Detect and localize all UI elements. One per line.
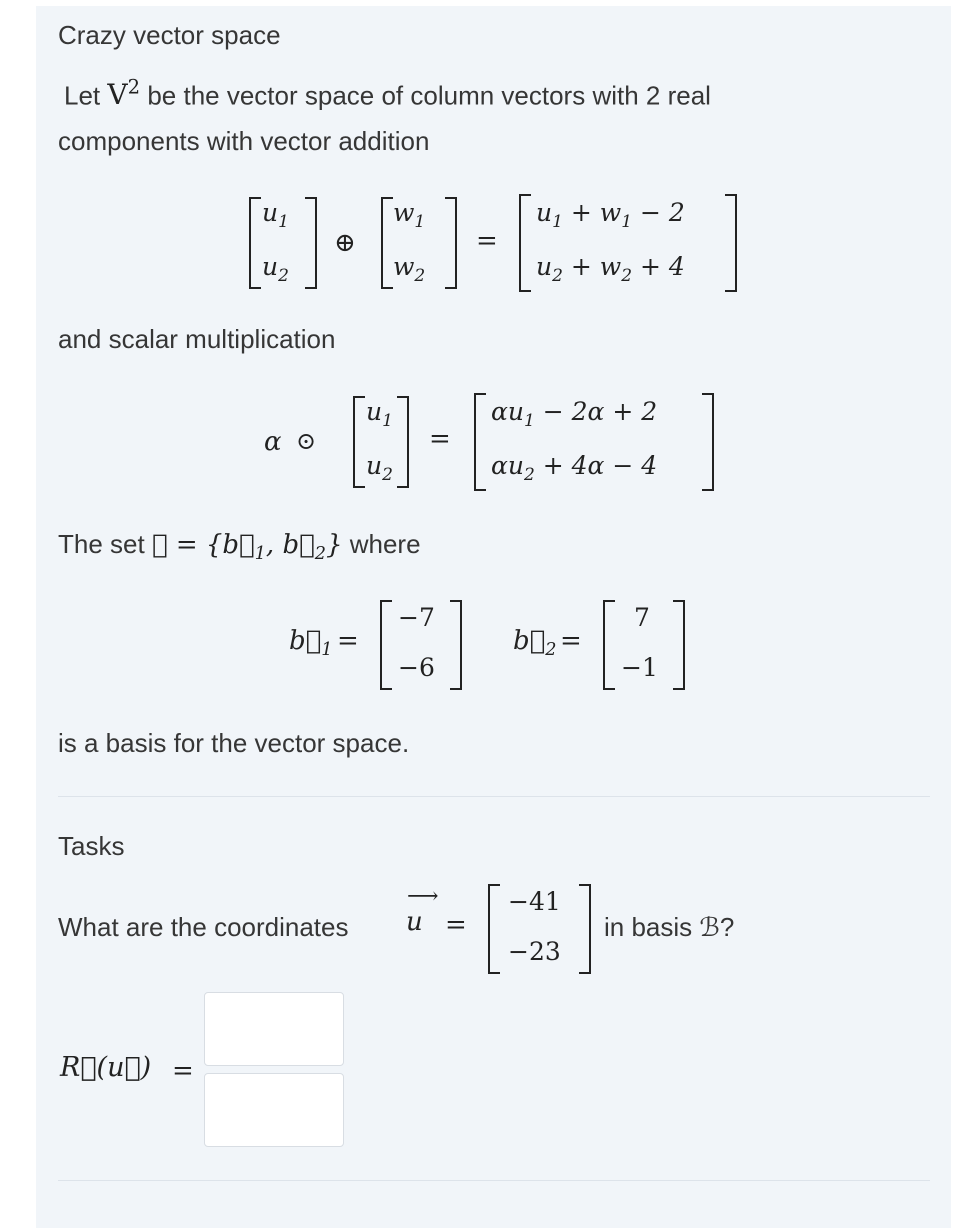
basis-suffix: where — [349, 529, 421, 559]
b2-equals: = — [560, 626, 582, 656]
vector-arrow: ⟶ — [407, 884, 439, 909]
b2-label: $b⃗_2$ — [513, 626, 557, 661]
intro-let: Let — [64, 80, 101, 111]
scalar-rhs-row1: $\alpha u_1 - 2\alpha + 2$ — [491, 397, 658, 431]
question-row2: −23 — [508, 937, 561, 966]
alpha: α — [264, 427, 282, 457]
question-vector: u — [406, 907, 423, 937]
question-prefix: What are the coordinates — [58, 912, 349, 942]
basis-text — [58, 529, 421, 564]
answer-label: Rℬ(u⃗) — [60, 1052, 152, 1083]
intro-line-2: components with vector addition — [58, 126, 430, 156]
scalar-label: and scalar multiplication — [58, 324, 336, 354]
problem-card — [36, 6, 951, 1228]
lhs2-row1: $w_1$ — [393, 198, 426, 232]
scalar-rhs-row2: $\alpha u_2 + 4\alpha - 4$ — [491, 451, 658, 485]
b2-row2: −1 — [621, 653, 658, 682]
dimension: 2 — [127, 76, 141, 99]
dot-op: ⊙ — [296, 427, 317, 455]
answer-input-2[interactable] — [204, 1073, 344, 1147]
intro-rest: be the vector space of column vectors with 2 real — [147, 80, 711, 111]
question-row1: −41 — [508, 887, 561, 916]
divider-bottom — [58, 1180, 930, 1181]
b1-row1: −7 — [398, 603, 435, 632]
plus-op: ⊕ — [334, 228, 356, 258]
tasks-heading: Tasks — [58, 831, 125, 861]
intro-line-1 — [64, 78, 711, 111]
lhs1-row1: $u_1$ — [262, 198, 289, 232]
lhs2-row2: $w_2$ — [393, 252, 426, 286]
equals-1: = — [476, 226, 498, 256]
lhs1-row2: $u_2$ — [262, 252, 289, 286]
answer-equals: = — [172, 1056, 194, 1086]
vector-space-symbol: $V^2$ — [107, 76, 141, 112]
problem-title: Crazy vector space — [58, 20, 281, 50]
basis-end-text: is a basis for the vector space. — [58, 728, 410, 758]
basis-prefix: The set — [58, 529, 145, 559]
b1-label: $b⃗_1$ — [289, 626, 333, 661]
b1-row2: −6 — [398, 653, 435, 682]
question-equals: = — [445, 910, 467, 940]
scalar-vec-row1: $u_1$ — [366, 397, 393, 431]
b1-equals: = — [337, 626, 359, 656]
equals-2: = — [429, 424, 451, 454]
rhs-row2: $u_2 + w_2 + 4$ — [536, 252, 685, 286]
scalar-vec-row2: $u_2$ — [366, 451, 393, 485]
divider — [58, 796, 930, 797]
answer-input-1[interactable] — [204, 992, 344, 1066]
b2-row1: 7 — [634, 603, 650, 632]
basis-set: ℬ = {$b⃗_1$, $b⃗_2$} — [151, 530, 343, 565]
rhs-row1: $u_1 + w_1 - 2$ — [536, 198, 685, 232]
question-suffix: in basis ℬ? — [604, 912, 735, 942]
